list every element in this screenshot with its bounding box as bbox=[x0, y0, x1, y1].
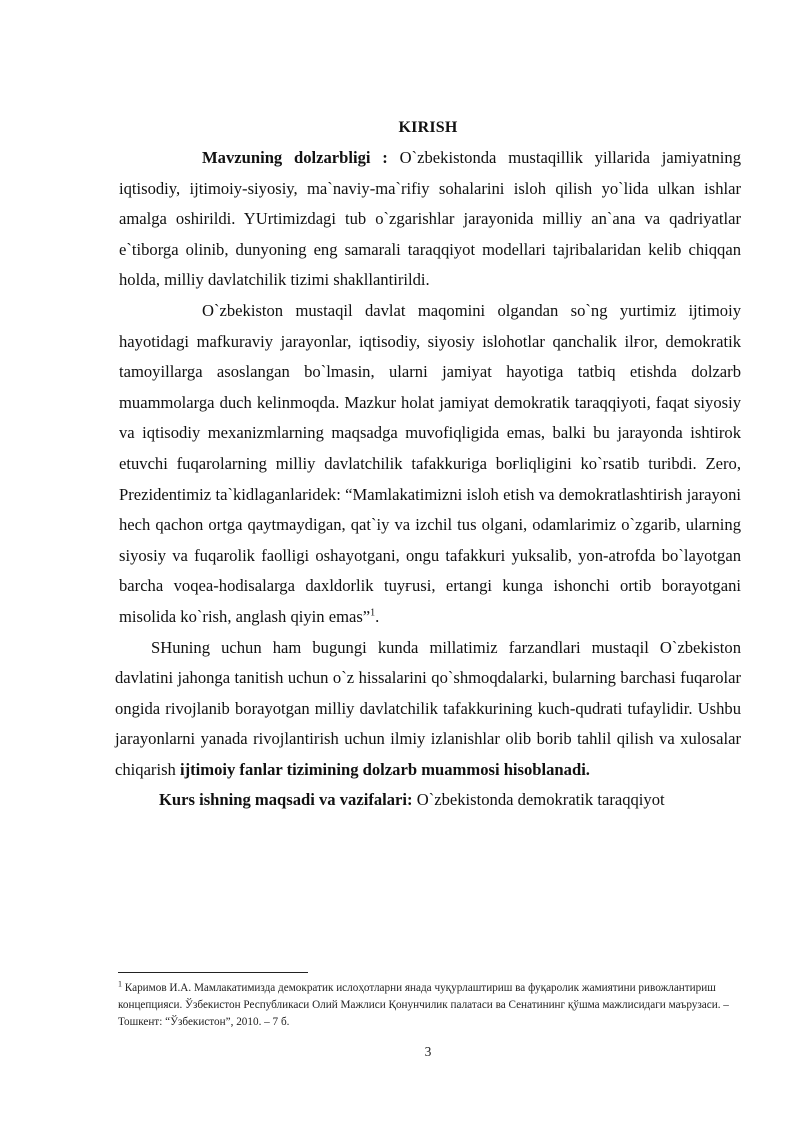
paragraph-therefore bbox=[115, 633, 741, 786]
goals-text: O`zbekistonda demokratik taraqqiyot bbox=[412, 790, 665, 810]
paragraph-relevance bbox=[119, 143, 741, 296]
footnote-text: Каримов И.А. Мамлакатимизда демократик ислоҳотларни янада чуқурлаштириш ва фуқаролик жамиятини ривожлантириш концепцияси. Ўзбекистон Республикаси Олий Мажлиси Қонунчилик палатаси ва Сенатининг қўшма мажлисидаги маърузаси. – Тошкент: “Ўзбекистон”, 2010. – 7 б. bbox=[118, 982, 729, 1028]
paragraph-goals bbox=[115, 785, 741, 816]
relevance-lead: Mavzuning dolzarbligi : bbox=[202, 148, 388, 167]
paragraph-independence bbox=[119, 296, 741, 633]
footnote-separator bbox=[118, 972, 308, 973]
page-number: 3 bbox=[424, 1044, 432, 1059]
relevance-text: O`zbekistonda mustaqillik yillarida jamiyatning iqtisodiy, ijtimoiy-siyosiy, ma`naviy-ma`rifiy sohalarini isloh qilish yo`lida ulkan ishlar amalga oshirildi. YUrtimizdagi tub o`zgarishlar jarayonida milliy an`ana va qadriyatlar e`tiborga olinib, dunyoning eng samarali taraqqiyot modellari tajribalaridan kelib chiqqan holda, milliy davlatchilik tizimi shakllantirildi. bbox=[119, 148, 741, 290]
footnote-reference[interactable]: 1 bbox=[370, 607, 376, 619]
therefore-text: SHuning uchun ham bugungi kunda millatimiz farzandlari mustaqil O`zbekiston davlatini jahonga tanitish uchun o`z hissalarini qo`shmoqdalarki, bularning barchasi fuqarolar ongida rivojlanib borayotgan milliy davlatchilik tafakkurining kuch-qudrati tufaylidir. Ushbu jarayonlarni yanada rivojlantirish uchun ilmiy izlanishlar olib borib tahlil qilish va xulosalar chiqarish bbox=[115, 637, 741, 779]
goals-lead: Kurs ishning maqsadi va vazifalari: bbox=[159, 790, 413, 810]
body-text bbox=[115, 143, 741, 816]
footnote-mark: 1 bbox=[118, 979, 122, 989]
independence-text: O`zbekiston mustaqil davlat maqomini olgandan so`ng yurtimiz ijtimoiy hayotidagi mafkuraviy jarayonlar, iqtisodiy, siyosiy islohotlar qanchalik ilғor, demokratik tamoyillarga asoslangan bo`lmasin, ularni jamiyat hayotiga tatbiq etishda dolzarb muammolarga duch kelinmoqda. Mazkur holat jamiyat demokratik taraqqiyoti, faqat siyosiy va iqtisodiy mexanizmlarning maqsadga muvofiqligida emas, balki bu jarayonda ishtirok etuvchi fuqarolarning milliy davlatchilik tafakkuriga boғliqligini ko`rsatib turibdi. Zero, Prezidentimiz ta`kidlaganlaridek: “Mamlakatimizni isloh etish va demokratlashtirish jarayoni hech qachon ortga qaytmaydigan, qat`iy va izchil tus olgani, odamlarimiz o`zgarib, ularning siyosiy va fuqarolik faolligi oshayotgani, ongu tafakkuri yuksalib, yon-atrofda bo`layotgan barcha voqea-hodisalarga daxldorlik tuyғusi, ertangi kunga ishonchi ortib borayotgani misolida ko`rish, anglash qiyin emas” bbox=[119, 300, 741, 626]
independence-tail: . bbox=[375, 606, 380, 626]
section-title: KIRISH bbox=[398, 119, 458, 136]
therefore-bold: ijtimoiy fanlar tizimining dolzarb muammosi hisoblanadi. bbox=[179, 759, 590, 779]
footnote bbox=[118, 980, 748, 1030]
